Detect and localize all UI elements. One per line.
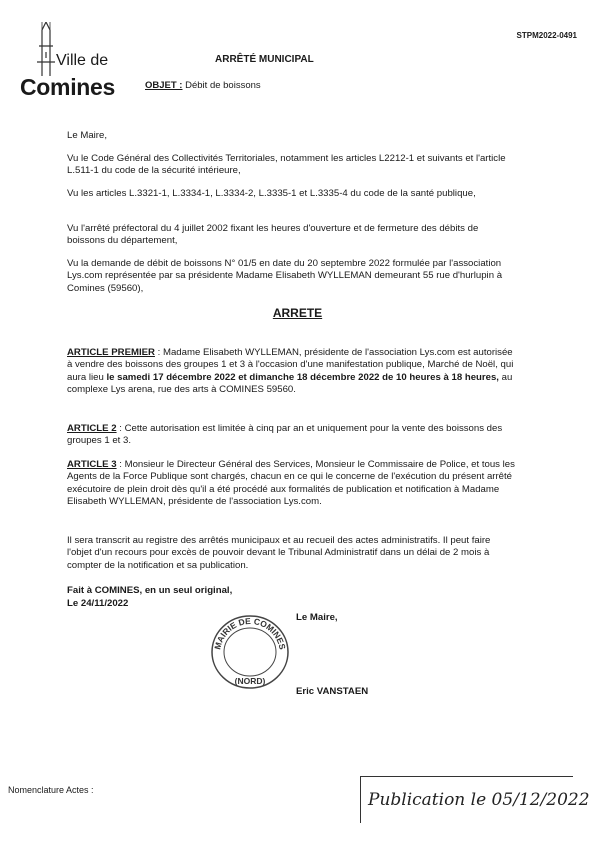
document-reference: STPM2022-0491 <box>516 31 577 40</box>
fait-a-line: Fait à COMINES, en un seul original, <box>67 585 233 596</box>
publication-handwritten-note: Publication le 05/12/2022 <box>368 790 590 810</box>
article-1-title: ARTICLE PREMIER <box>67 347 155 358</box>
article-1-dates: le samedi 17 décembre 2022 et dimanche 18 décembre 2022 de 10 heures à 18 heures, <box>106 371 499 383</box>
stamp-bottom-text: (NORD) <box>234 676 266 686</box>
article-2 <box>67 423 516 448</box>
article-2-text: : Cette autorisation est limitée à cinq par an et uniquement pour la vente des boissons des groupes 1 et 3. <box>67 423 503 447</box>
article-2-title: ARTICLE 2 <box>67 423 117 434</box>
transmission-paragraph: Il sera transcrit au registre des arrêtés municipaux et au recueil des actes administratifs. Il peut faire l'objet d'un recours pour excès de pouvoir devant le Tribunal Administratif dans un délai de 2 mois à compter de la notification et sa publication. <box>67 535 491 571</box>
article-1 <box>67 347 516 397</box>
article-3-title: ARTICLE 3 <box>67 459 117 470</box>
vu-paragraph-1: Vu le Code Général des Collectivités Territoriales, notamment les articles L2212-1 et suivants et l'article L.511-1 du code de la sécurité intérieure, <box>67 153 506 177</box>
signature-title: Le Maire, <box>296 612 338 623</box>
vu-paragraph-4: Vu la demande de débit de boissons N° 01/5 en date du 20 septembre 2022 formulée par l'association Lys.com représentée par sa présidente Madame Elisabeth WYLLEMAN demeurant 55 rue d'hurlupin à Comines (59560), <box>67 258 503 294</box>
objet-value: Débit de boissons <box>185 80 261 91</box>
le-maire-intro: Le Maire, <box>67 130 107 141</box>
article-1-text: : Madame Elisabeth WYLLEMAN, présidente de l'association Lys.com est autorisée à vendre des boissons des groupes 1 et 3 à l'occasion d'une manifestation publique, Marché de Noël, qui aura lieu <box>67 347 514 383</box>
arrete-title: ARRETE <box>272 306 323 320</box>
town-logo <box>20 22 130 102</box>
vu-paragraph-3: Vu l'arrêté préfectoral du 4 juillet 2002 fixant les heures d'ouverture et de fermeture des débits de boissons du département, <box>67 223 479 247</box>
mairie-stamp <box>208 612 292 692</box>
objet-label: OBJET : <box>145 80 183 91</box>
logo-ville-text: Ville de <box>56 52 109 69</box>
objet-line <box>145 80 261 91</box>
vu-paragraph-2: Vu les articles L.3321-1, L.3334-1, L.3334-2, L.3335-1 et L.3335-4 du code de la santé publique, <box>67 188 476 199</box>
article-3-text: : Monsieur le Directeur Général des Services, Monsieur le Commissaire de Police, et tous les Agents de la Force Publique sont chargés, chacun en ce qui le concerne de l'exécution du présent arrêté exécutoire de plein droit dès qu'il a été procédé aux formalités de publication et notification à Madame Elisabeth WYLLEMAN, présidente de l'association Lys.com. <box>67 459 515 508</box>
article-1-location: au complexe Lys arena, rue des arts à COMINES 59560. <box>67 371 513 396</box>
signature-date: Le 24/11/2022 <box>67 598 129 609</box>
document-heading: ARRÊTÉ MUNICIPAL <box>215 54 314 65</box>
signature-name: Eric VANSTAEN <box>296 686 369 697</box>
article-3 <box>67 459 516 509</box>
logo-comines-text: Comines <box>20 74 116 100</box>
nomenclature-label: Nomenclature Actes : <box>8 785 94 795</box>
stamp-top-text: MAIRIE DE COMINES <box>212 615 288 651</box>
stamp-seal-icon <box>208 612 292 692</box>
